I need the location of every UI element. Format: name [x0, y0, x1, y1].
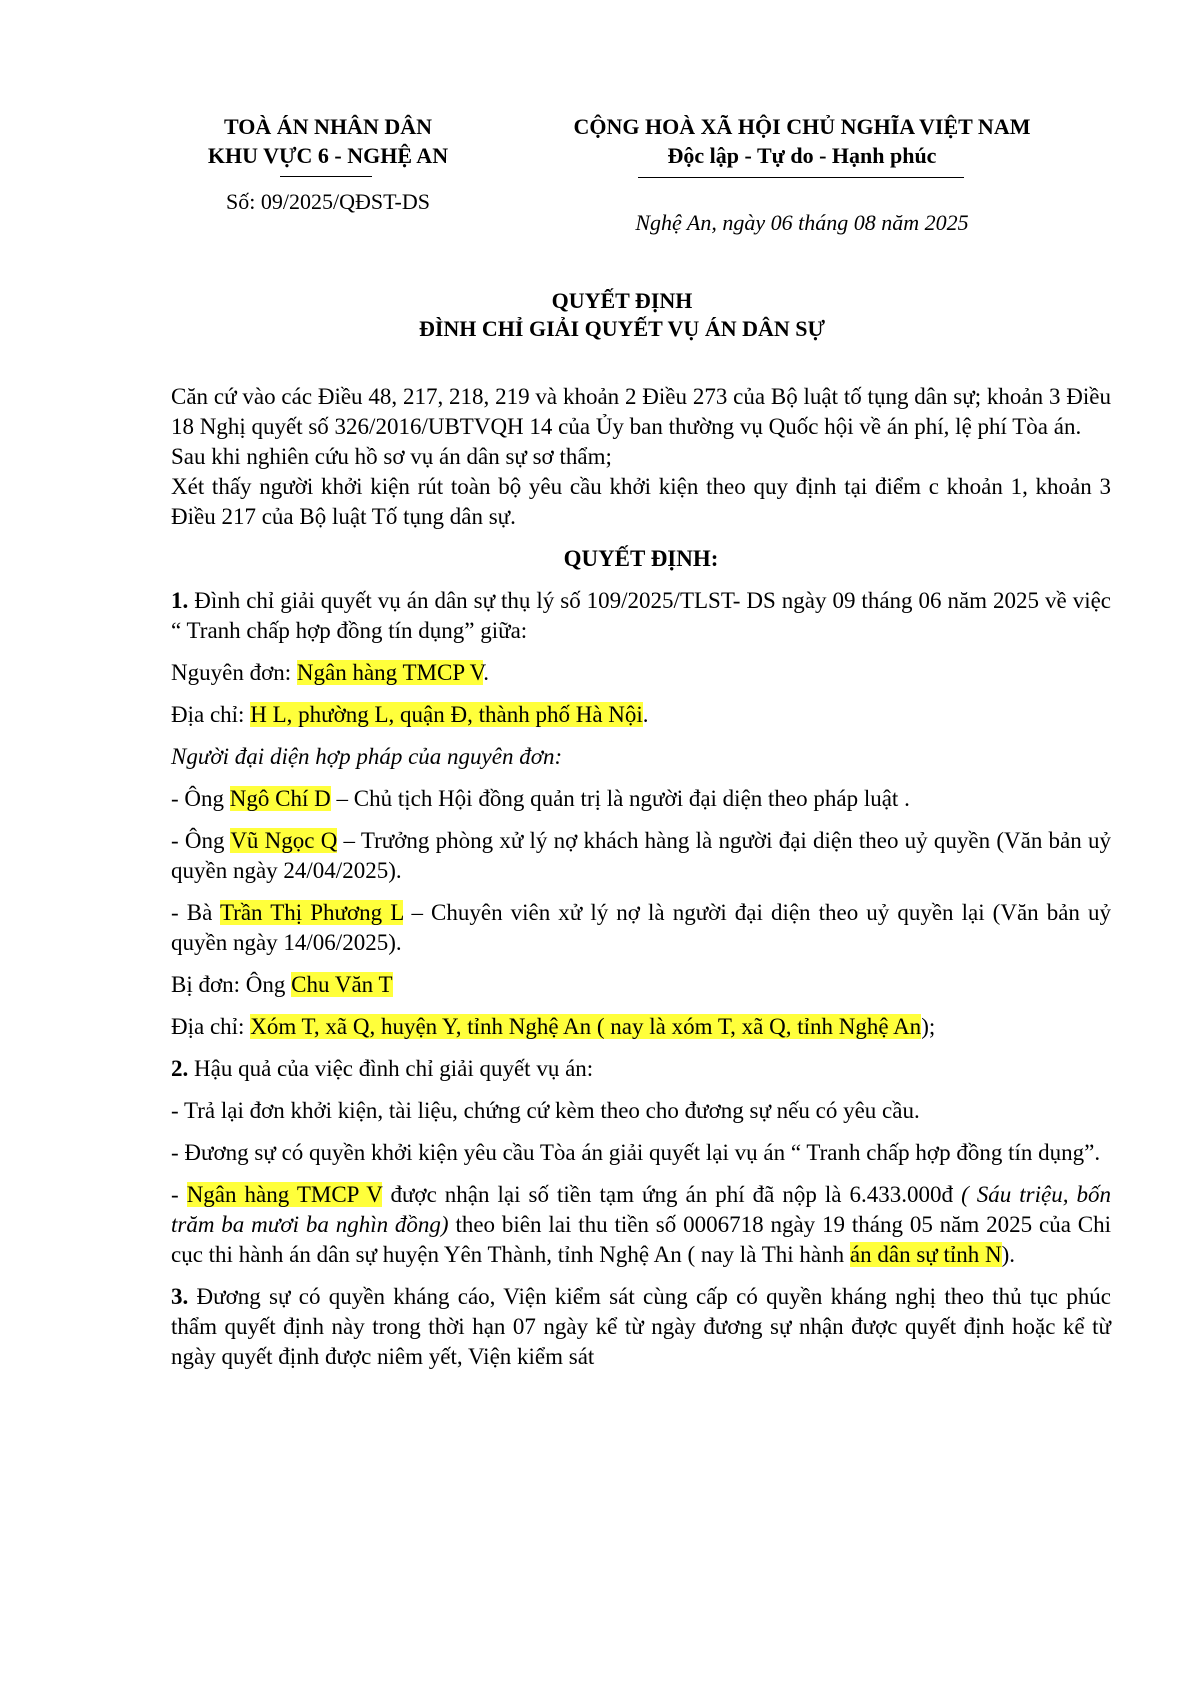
decision-heading: QUYẾT ĐỊNH:	[563, 546, 719, 571]
preamble-finding: Xét thấy người khởi kiện rút toàn bộ yêu cầu khởi kiện theo quy định tại điểm c khoản 1, khoản 3 Điều 217 của Bộ luật Tố tụng dân sự.	[171, 474, 1111, 529]
defendant-label: Bị đơn: Ông	[171, 972, 292, 997]
plaintiff-end: .	[483, 660, 489, 685]
enforcement-agency: án dân sự tỉnh N	[849, 1242, 1002, 1267]
item-3-text: Đương sự có quyền kháng cáo, Viện kiểm sát cùng cấp có quyền kháng nghị theo thủ tục phúc thẩm quyết định này trong thời hạn 07 ngày kể từ ngày đương sự nhận được quyết định hoặc kể từ ngày quyết định được niêm yết, Viện kiểm sát	[171, 1284, 1111, 1369]
defendant-address-line	[171, 1012, 1111, 1042]
item-1-text: Đình chỉ giải quyết vụ án dân sự thụ lý số 109/2025/TLST- DS ngày 09 tháng 06 năm 2025 về việc “ Tranh chấp hợp đồng tín dụng” giữa:	[171, 588, 1111, 643]
document-body	[171, 382, 1111, 1372]
representative-3	[171, 898, 1111, 958]
consequence-3-prefix: -	[171, 1182, 187, 1207]
item-1	[171, 586, 1111, 646]
defendant-name: Chu Văn T	[291, 972, 393, 997]
defendant-line	[171, 970, 1111, 1000]
address-end: .	[642, 702, 649, 727]
consequence-1: - Trả lại đơn khởi kiện, tài liệu, chứng cứ kèm theo cho đương sự nếu có yêu cầu.	[171, 1098, 920, 1123]
preamble-legal-basis: Căn cứ vào các Điều 48, 217, 218, 219 và khoản 2 Điều 273 của Bộ luật tố tụng dân sự; khoản 3 Điều 18 Nghị quyết số 326/2016/UBTVQH 14 của Ủy ban thường vụ Quốc hội về án phí, lệ phí Tòa án.	[171, 384, 1111, 439]
consequence-3-text-2: theo biên lai thu tiền số 0006718 ngày 19 tháng 05 năm 2025 của Chi cục thi hành án dân sự huyện Yên Thành, tỉnh Nghệ An ( nay là Thi hành	[171, 1212, 1111, 1267]
consequence-2: - Đương sự có quyền khởi kiện yêu cầu Tòa án giải quyết lại vụ án “ Tranh chấp hợp đồng tín dụng”.	[171, 1140, 1101, 1165]
place-date: Nghệ An, ngày 06 tháng 08 năm 2025	[635, 210, 969, 235]
national-motto: Độc lập - Tự do - Hạnh phúc	[667, 143, 937, 168]
document-title	[170, 287, 1074, 343]
representative-1	[171, 784, 1111, 814]
representative-2	[171, 826, 1111, 886]
item-2	[171, 1054, 1111, 1084]
rep2-name: Vũ Ngọc Q	[230, 828, 338, 853]
representatives-heading: Người đại diện hợp pháp của nguyên đơn:	[171, 744, 563, 769]
title-line-1: QUYẾT ĐỊNH	[551, 288, 693, 313]
address-label: Địa chỉ:	[171, 702, 251, 727]
court-header	[170, 112, 486, 170]
rep1-prefix: - Ông	[171, 786, 230, 811]
rep1-text: – Chủ tịch Hội đồng quản trị là người đại diện theo pháp luật .	[330, 786, 910, 811]
consequence-3-end: ).	[1001, 1242, 1016, 1267]
preamble-review: Sau khi nghiên cứu hồ sơ vụ án dân sự sơ thẩm;	[171, 444, 612, 469]
consequence-3-text-1: được nhận lại số tiền tạm ứng án phí đã nộp là 6.433.000đ	[382, 1182, 962, 1207]
plaintiff-address-line	[171, 700, 1111, 730]
court-region: KHU VỰC 6 - NGHỆ AN	[207, 143, 449, 168]
motto-underline	[638, 177, 964, 178]
plaintiff-name: Ngân hàng TMCP V	[296, 660, 484, 685]
court-underline	[280, 176, 372, 177]
plaintiff-line	[171, 658, 1111, 688]
defendant-address-end: );	[921, 1014, 936, 1039]
national-header	[530, 112, 1074, 170]
plaintiff-label: Nguyên đơn:	[171, 660, 297, 685]
rep3-name: Trần Thị Phương L	[219, 900, 404, 925]
rep3-prefix: - Bà	[171, 900, 220, 925]
decision-number: Số: 09/2025/QĐST-DS	[226, 189, 430, 214]
defendant-address-label: Địa chỉ:	[171, 1014, 251, 1039]
nation-name: CỘNG HOÀ XÃ HỘI CHỦ NGHĨA VIỆT NAM	[573, 114, 1031, 139]
rep1-name: Ngô Chí D	[229, 786, 331, 811]
rep2-prefix: - Ông	[171, 828, 231, 853]
bank-name: Ngân hàng TMCP V	[186, 1182, 383, 1207]
rep3-text: – Chuyên viên xử lý nợ là người đại diện theo uỷ quyền lại (Văn bản uỷ quyền ngày 14/06/2025).	[171, 900, 1112, 955]
plaintiff-address: H L, phường L, quận Đ, thành phố Hà Nội	[250, 702, 643, 727]
item-3	[171, 1282, 1111, 1372]
title-line-2: ĐÌNH CHỈ GIẢI QUYẾT VỤ ÁN DÂN SỰ	[418, 316, 826, 341]
rep2-text: – Trưởng phòng xử lý nợ khách hàng là người đại diện theo uỷ quyền (Văn bản uỷ quyền ngày 24/04/2025).	[171, 828, 1111, 883]
consequence-3	[171, 1180, 1111, 1270]
defendant-address: Xóm T, xã Q, huyện Y, tỉnh Nghệ An ( nay là xóm T, xã Q, tỉnh Nghệ An	[250, 1014, 922, 1039]
item-2-text: Hậu quả của việc đình chỉ giải quyết vụ án:	[188, 1056, 594, 1081]
item-3-number: 3.	[171, 1284, 189, 1309]
item-2-number: 2.	[171, 1056, 189, 1081]
court-name: TOÀ ÁN NHÂN DÂN	[224, 114, 432, 139]
item-1-number: 1.	[171, 588, 189, 613]
amount-in-words: ( Sáu triệu, bốn trăm ba mươi ba nghìn đồng)	[171, 1182, 1111, 1237]
